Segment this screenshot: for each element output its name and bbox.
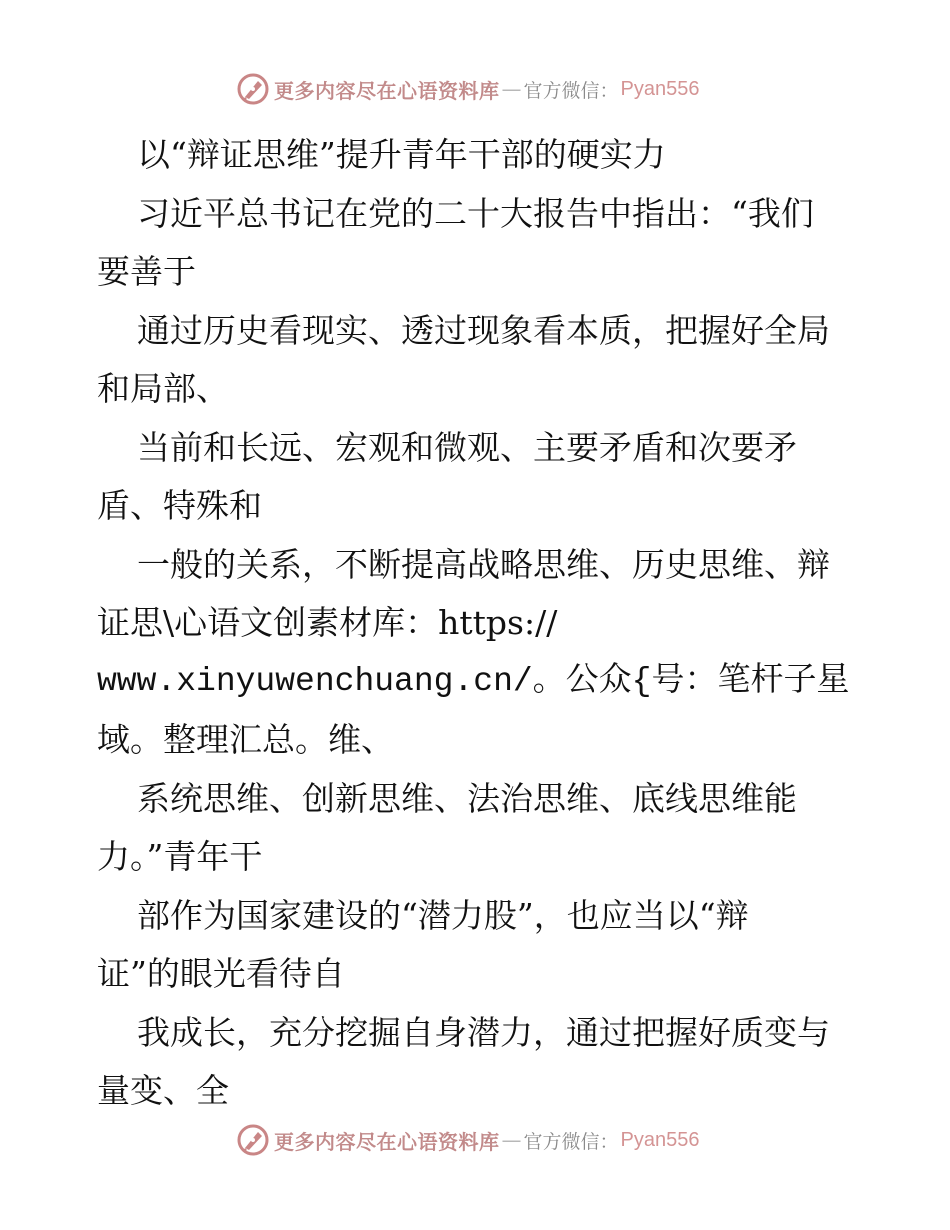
footer-watermark — [236, 1123, 699, 1157]
text-line: 部作为国家建设的“潜力股”，也应当以“辩 — [137, 895, 749, 935]
text-line: 域。整理汇总。维、 — [97, 720, 394, 759]
watermark-wechat-label: 官方微信： — [523, 79, 619, 102]
text-line: 证”的眼光看待自 — [97, 954, 345, 993]
text-line: 和局部、 — [97, 369, 229, 408]
text-line: 力。”青年干 — [97, 837, 263, 876]
document-title: 以“辩证思维”提升青年干部的硬实力 — [137, 135, 666, 174]
text-line: 证思\心语文创素材库：https:// — [97, 603, 558, 642]
watermark-dash: — — [501, 77, 522, 101]
watermark-dash: — — [501, 1128, 522, 1152]
watermark-wechat-id: Pyan556 — [620, 77, 700, 100]
text-line: 要善于 — [97, 252, 196, 291]
text-line: 系统思维、创新思维、法治思维、底线思维能 — [137, 778, 797, 818]
text-line: 一般的关系，不断提高战略思维、历史思维、辩 — [137, 544, 830, 584]
pen-logo-icon — [236, 72, 270, 106]
pen-logo-icon — [236, 1123, 270, 1157]
text-line: 习近平总书记在党的二十大报告中指出：“我们 — [137, 193, 814, 233]
watermark-title: 更多内容尽在心语资料库 — [274, 1129, 500, 1154]
text-line: 量变、全 — [97, 1071, 229, 1110]
watermark-wechat-label: 官方微信： — [523, 1130, 619, 1153]
header-watermark — [236, 72, 699, 106]
text-line: 通过历史看现实、透过现象看本质，把握好全局 — [137, 310, 830, 350]
text-line: 当前和长远、宏观和微观、主要矛盾和次要矛 — [137, 427, 797, 467]
document-body — [97, 126, 857, 1121]
watermark-title: 更多内容尽在心语资料库 — [274, 78, 500, 103]
text-line: 我成长，充分挖掘自身潜力，通过把握好质变与 — [137, 1012, 830, 1052]
watermark-wechat-id: Pyan556 — [620, 1128, 700, 1151]
text-line: 盾、特殊和 — [97, 486, 262, 525]
text-line-url: www.xinyuwenchuang.cn/。公众{号：笔杆子星 — [97, 662, 850, 700]
